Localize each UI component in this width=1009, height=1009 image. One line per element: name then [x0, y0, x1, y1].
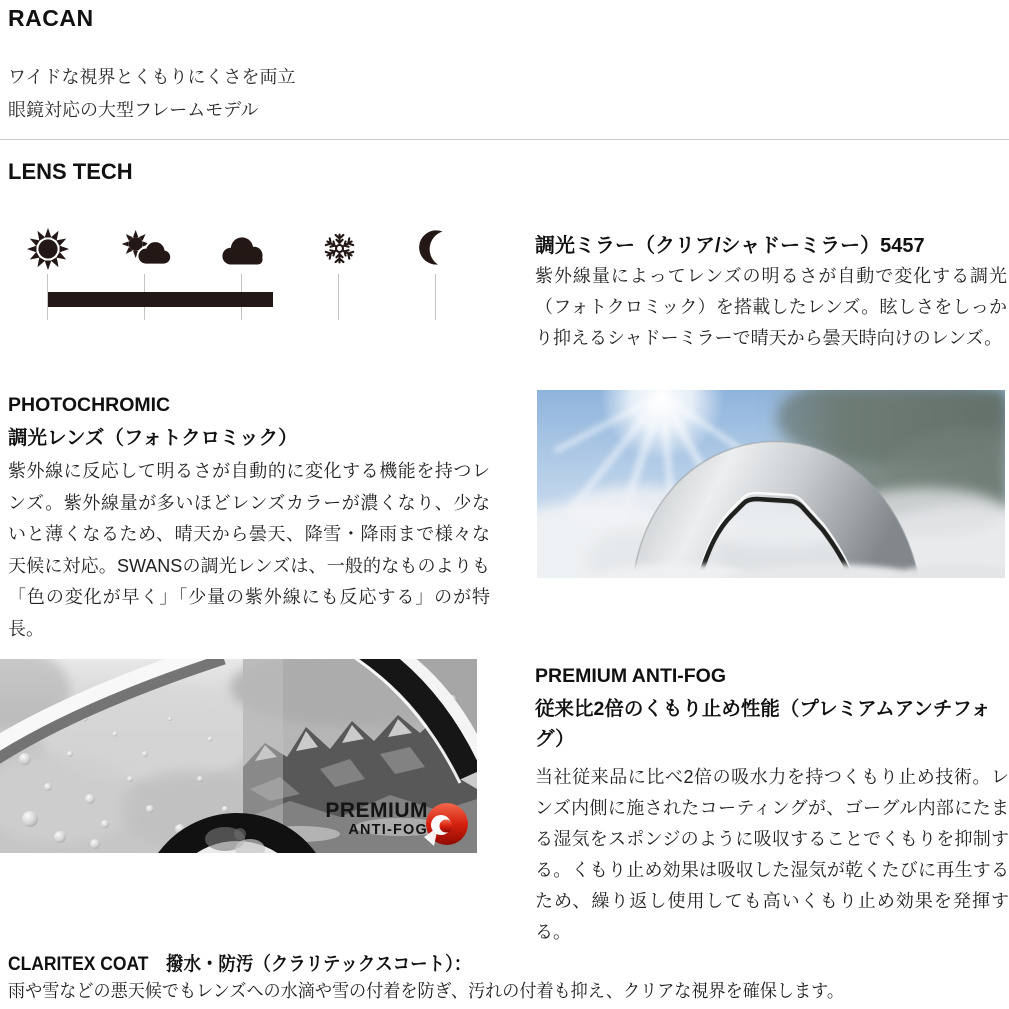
sun-cloud-icon: [117, 228, 173, 273]
sun-icon: [25, 226, 71, 272]
product-tagline-line2: 眼鏡対応の大型フレームモデル: [8, 100, 259, 120]
premium-anti-fog-logo-text: [322, 800, 428, 838]
lens-suitability-bar: [48, 292, 273, 307]
cloud-icon: [214, 228, 270, 273]
claritex-heading: CLARITEX COAT 撥水・防汚（クラリテックスコート）：: [8, 954, 472, 975]
photochromic-heading-en: PHOTOCHROMIC: [8, 394, 171, 416]
photochromic-mirror-heading: 調光ミラー（クリア/シャドーミラー）5457: [535, 235, 925, 257]
photochromic-body: 紫外線に反応して明るさが自動的に変化する機能を持つレンズ。紫外線量が多いほどレンズカラーが濃くなり、少ないと薄くなるため、晴天から曇天、降雪・降雨まで様々な天候に対応。SWANSの調光レンズは、一般的なものよりも「色の変化が早く」「少量の紫外線にも反応する」のが特長。: [8, 461, 490, 639]
premium-anti-fog-heading-ja: 従来比2倍のくもり止め性能（プレミアムアンチフォグ）: [535, 698, 991, 750]
snowflake-icon: [322, 231, 357, 266]
section-divider: [0, 139, 1009, 140]
premium-anti-fog-body: 当社従来品に比べ2倍の吸水力を持つくもり止め技術。レンズ内側に施されたコーティングが、ゴーグル内部にたまる湿気をスポンジのように吸収することでくもりを抑制する。くもり止め効果は吸収した湿気が乾くたびに再生するため、繰り返し使用しても高いくもり止め効果を発揮する。: [535, 767, 1009, 942]
product-title: RACAN: [8, 5, 94, 31]
premium-anti-fog-heading-en: PREMIUM ANTI-FOG: [535, 665, 727, 687]
claritex-body: 雨や雪などの悪天候でもレンズへの水滴や雪の付着を防ぎ、汚れの付着も抑え、クリアな視界を確保します。: [8, 981, 844, 1001]
moon-icon: [418, 229, 455, 266]
product-tagline-line1: ワイドな視界とくもりにくさを両立: [8, 67, 296, 87]
photochromic-lens-photo: [537, 390, 1005, 578]
lens-tech-heading: LENS TECH: [8, 159, 133, 184]
photochromic-heading-ja: 調光レンズ（フォトクロミック）: [8, 427, 298, 449]
photochromic-mirror-body: 紫外線量によってレンズの明るさが自動で変化する調光（フォトクロミック）を搭載したレンズ。眩しさをしっかり抑えるシャドーミラーで晴天から曇天時向けのレンズ。: [535, 266, 1007, 348]
scale-tick-snow: [338, 274, 339, 320]
logo-line-anti-fog: ANTI-FOG: [348, 822, 428, 838]
scale-tick-moon: [435, 274, 436, 320]
logo-line-premium: PREMIUM: [325, 799, 428, 822]
